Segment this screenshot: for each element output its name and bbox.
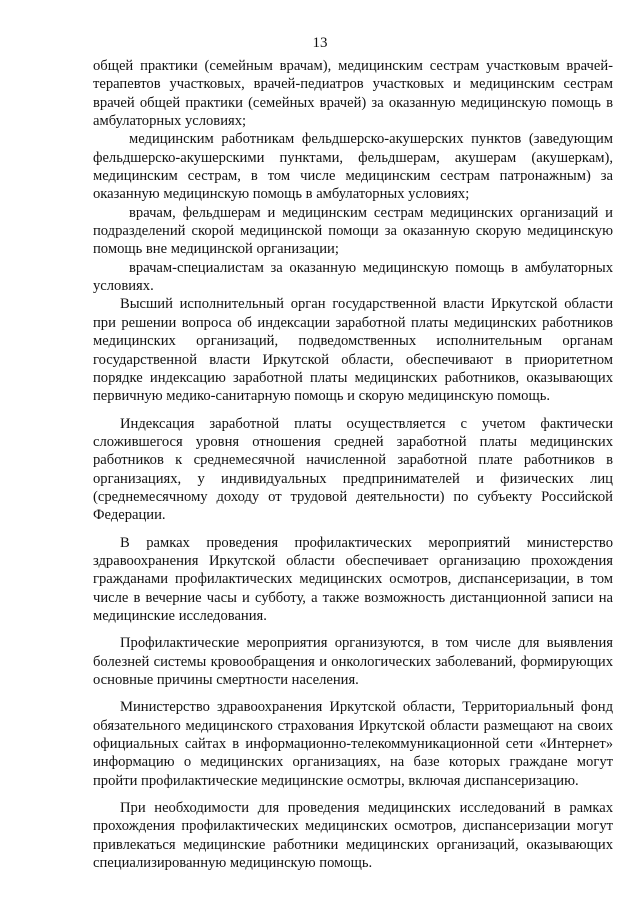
paragraph-emergency-care: врачам, фельдшерам и медицинским сестрам медицинских организаций и подразделений скорой медицинской помощи за оказанную скорую медицинскую помощь вне медицинской организации; (93, 204, 613, 258)
paragraph-preventive-targets: Профилактические мероприятия организуются, в том числе для выявления болезней системы кровообращения и онкологических заболеваний, формирующих основные причины смертности населения. (93, 635, 613, 688)
paragraph-information-publication: Министерство здравоохранения Иркутской области, Территориальный фонд обязательного медицинского страхования Иркутской области размещают на своих официальных сайтах в информационно-телекоммуникационной сети «Интернет» информацию о медицинских организациях, на базе которых граждане могут пройти профилактические медицинские осмотры, включая диспансеризацию. (93, 699, 613, 789)
paragraph-specialists: врачам-специалистам за оказанную медицинскую помощь в амбулаторных условиях. (93, 259, 613, 295)
paragraph-salary-indexation-method: Индексация заработной платы осуществляется с учетом фактически сложившегося уровня отношения средней заработной платы медицинских работников к среднемесячной начисленной заработной плате работников в организациях, у индивидуальных предпринимателей и физических лиц (среднемесячному доходу от трудовой деятельности) по субъекту Российской Федерации. (93, 415, 613, 524)
paragraph-specialist-involvement: При необходимости для проведения медицинских исследований в рамках прохождения профилактических медицинских осмотров, диспансеризации могут привлекаться медицинские работники медицинских организаций, оказывающих специализированную медицинскую помощь. (93, 800, 613, 872)
document-body (93, 57, 613, 872)
page-number: 13 (312, 35, 328, 51)
paragraph-salary-indexation-authority: Высший исполнительный орган государственной власти Иркутской области при решении вопроса об индексации заработной платы медицинских работников медицинских организаций, подведомственных исполнительным органам государственной власти Иркутской области, обеспечивают в приоритетном порядке индексацию заработной платы медицинских работников, оказывающих первичную медико-санитарную помощь и скорую медицинскую помощь. (93, 296, 613, 405)
paragraph-feldsher-points: медицинским работникам фельдшерско-акушерских пунктов (заведующим фельдшерско-акушерскими пунктами, фельдшерам, акушерам (акушеркам), медицинским сестрам, в том числе медицинским сестрам патронажным) за оказанную медицинскую помощь в амбулаторных условиях; (93, 131, 613, 203)
paragraph-preventive-measures: В рамках проведения профилактических мероприятий министерство здравоохранения Иркутской области обеспечивает организацию прохождения гражданами профилактических медицинских осмотров, диспансеризации, в том числе в вечерние часы и субботу, а также возможность дистанционной записи на медицинские исследования. (93, 534, 613, 624)
paragraph-continuation: общей практики (семейным врачам), медицинским сестрам участковым врачей-терапевтов участковых, врачей-педиатров участковых и медицинским сестрам врачей общей практики (семейных врачей) за оказанную медицинскую помощь в амбулаторных условиях; (93, 58, 613, 130)
